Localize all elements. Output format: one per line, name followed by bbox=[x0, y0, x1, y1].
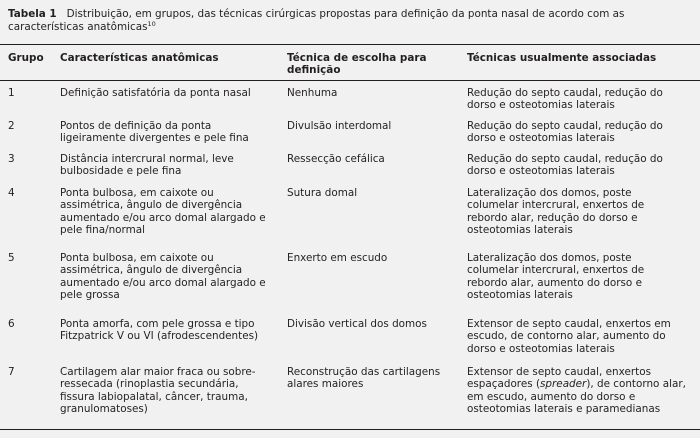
table-caption-text: Distribuição, em grupos, das técnicas cirúrgicas propostas para definição da ponta nasal de acordo com as características anatômicas bbox=[8, 8, 625, 33]
table-caption-label: Tabela 1 bbox=[8, 8, 57, 20]
row-2-caracteristicas: Pontos de definição da ponta ligeiramente divergentes e pele fina bbox=[60, 120, 249, 145]
row-1-tecnica: Nenhuma bbox=[287, 87, 338, 99]
row-7-grupo: 7 bbox=[8, 366, 15, 378]
row-6-associadas: Extensor de septo caudal, enxertos em escudo, de contorno alar, aumento do dorso e osteotomias laterais bbox=[467, 318, 671, 355]
table-caption-reference: 10 bbox=[147, 20, 156, 28]
row-7-associadas-part-1: Extensor de septo caudal, enxertos espaçadores ( bbox=[467, 366, 651, 391]
row-6-tecnica: Divisão vertical dos domos bbox=[287, 318, 427, 330]
row-7-tecnica: Reconstrução das cartilagens alares maiores bbox=[287, 366, 441, 391]
table-caption bbox=[8, 8, 692, 34]
row-7-associadas bbox=[467, 366, 695, 416]
row-5-caracteristicas: Ponta bulbosa, em caixote ou assimétrica, ângulo de divergência aumentado e/ou arco domal alargado e pele grossa bbox=[60, 252, 266, 302]
table-top-rule bbox=[0, 44, 700, 45]
row-2-grupo: 2 bbox=[8, 120, 15, 132]
header-grupo: Grupo bbox=[8, 52, 44, 64]
row-5-associadas: Lateralização dos domos, poste columelar intercrural, enxertos de rebordo alar, aumento do dorso e osteotomias laterais bbox=[467, 252, 645, 302]
table-bottom-rule bbox=[0, 429, 700, 430]
row-7-associadas-part-2: ), de contorno alar, em escudo, aumento do dorso e osteotomias laterais e paramedianas bbox=[467, 378, 686, 416]
row-5-grupo: 5 bbox=[8, 252, 15, 264]
row-1-associadas: Redução do septo caudal, redução do dorso e osteotomias laterais bbox=[467, 87, 663, 112]
row-4-tecnica: Sutura domal bbox=[287, 187, 358, 199]
header-associadas: Técnicas usualmente associadas bbox=[467, 52, 657, 64]
row-6-caracteristicas: Ponta amorfa, com pele grossa e tipo Fitzpatrick V ou VI (afrodescendentes) bbox=[60, 318, 259, 343]
row-6-grupo: 6 bbox=[8, 318, 15, 330]
header-caracteristicas: Características anatômicas bbox=[60, 52, 219, 64]
row-7-associadas-spreader-term: spreader bbox=[540, 378, 587, 391]
row-4-grupo: 4 bbox=[8, 187, 15, 199]
row-5-tecnica: Enxerto em escudo bbox=[287, 252, 388, 264]
row-4-associadas: Lateralização dos domos, poste columelar intercrural, enxertos de rebordo alar, redução do dorso e osteotomias laterais bbox=[467, 187, 645, 237]
row-2-associadas: Redução do septo caudal, redução do dorso e osteotomias laterais bbox=[467, 120, 663, 145]
row-3-associadas: Redução do septo caudal, redução do dorso e osteotomias laterais bbox=[467, 153, 663, 178]
row-3-tecnica: Ressecção cefálica bbox=[287, 153, 385, 165]
row-2-tecnica: Divulsão interdomal bbox=[287, 120, 392, 132]
row-1-grupo: 1 bbox=[8, 87, 15, 99]
row-3-caracteristicas: Distância intercrural normal, leve bulbosidade e pele fina bbox=[60, 153, 234, 178]
row-7-caracteristicas: Cartilagem alar maior fraca ou sobre-ressecada (rinoplastia secundária, fissura labiopalatal, câncer, trauma, granulomatoses) bbox=[60, 366, 256, 416]
row-3-grupo: 3 bbox=[8, 153, 15, 165]
header-tecnica: Técnica de escolha para definição bbox=[287, 52, 427, 77]
row-4-caracteristicas: Ponta bulbosa, em caixote ou assimétrica, ângulo de divergência aumentado e/ou arco domal alargado e pele fina/normal bbox=[60, 187, 266, 237]
table-header-rule bbox=[0, 80, 700, 81]
row-1-caracteristicas: Definição satisfatória da ponta nasal bbox=[60, 87, 251, 99]
